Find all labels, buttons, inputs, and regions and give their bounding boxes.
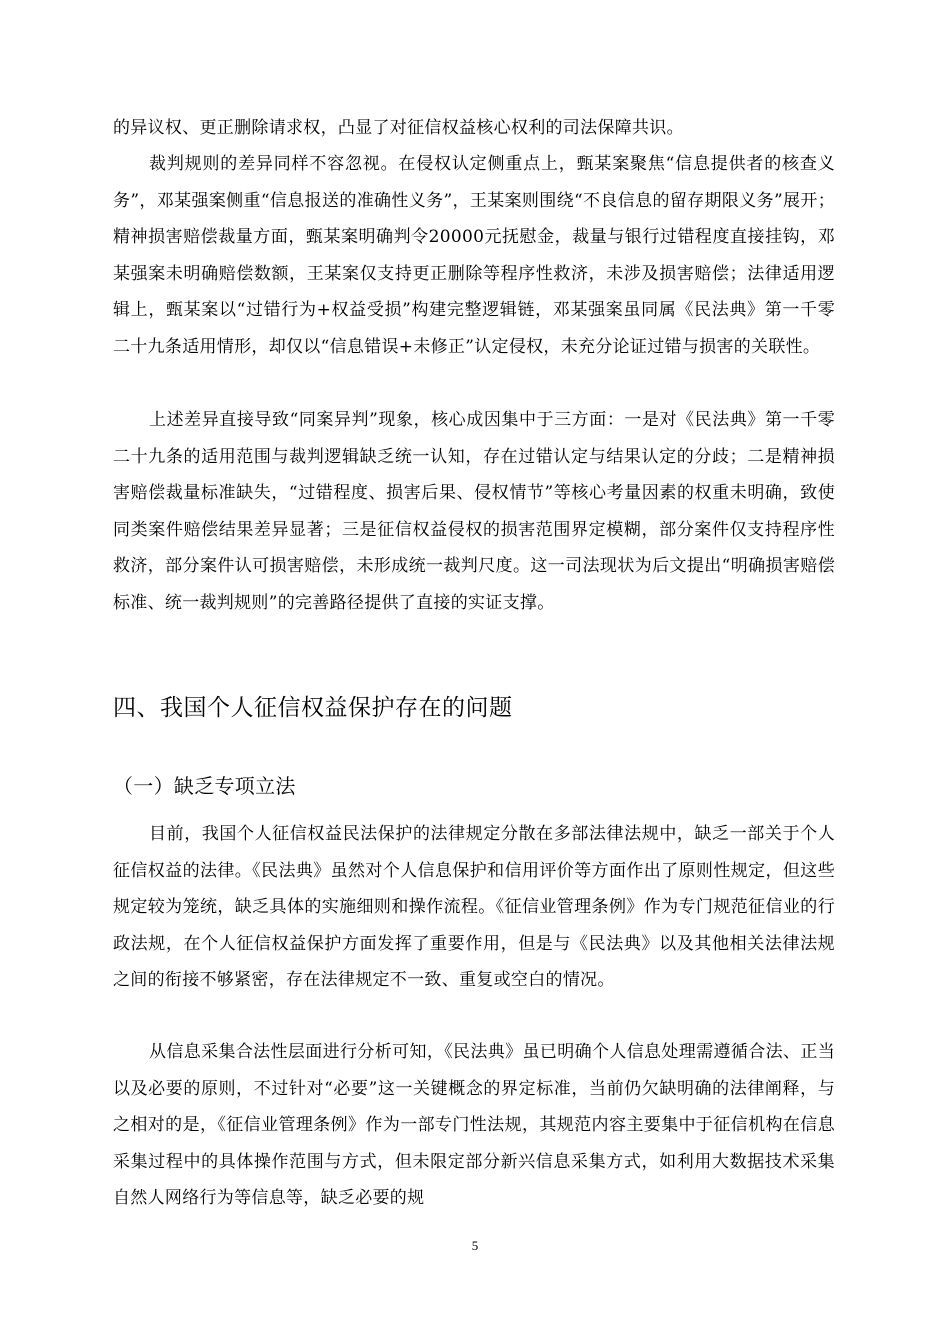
paragraph-different-judgments: 上述差异直接导致“同案异判”现象，核心成因集中于三方面：一是对《民法典》第一千零二十九条的适用范围与裁判逻辑缺乏统一认知，存在过错认定与结果认定的分歧；二是精神损害赔偿裁量标准缺失，“过错程度、损害后果、侵权情节”等核心考量因素的权重未明确，致使同类案件赔偿结果差异显著；三是征信权益侵权的损害范围界定模糊，部分案件仅支持程序性救济，部分案件认可损害赔偿，未形成统一裁判尺度。这一司法现状为后文提出“明确损害赔偿标准、统一裁判规则”的完善路径提供了直接的实证支撑。 [113,410,835,613]
paragraph-information-collection: 从信息采集合法性层面进行分析可知，《民法典》虽已明确个人信息处理需遵循合法、正当以及必要的原则，不过针对“必要”这一关键概念的界定标准，当前仍欠缺明确的法律阐释，与之相对的是，《征信业管理条例》作为一部专门性法规，其规范内容主要集中于征信机构在信息采集过程中的具体操作范围与方式，但未限定部分新兴信息采集方式，如利用大数据技术采集自然人网络行为等信息等，缺乏必要的规 [113,1042,835,1208]
subsection-heading: （一）缺乏专项立法 [113,774,296,798]
paragraph-continuation: 的异议权、更正删除请求权，凸显了对征信权益核心权利的司法保障共识。 [113,118,684,138]
page-number: 5 [471,1238,479,1253]
paragraph-legislation: 目前，我国个人征信权益民法保护的法律规定分散在多部法律法规中，缺乏一部关于个人征信权益的法律。《民法典》虽然对个人信息保护和信用评价等方面作出了原则性规定，但这些规定较为笼统，缺乏具体的实施细则和操作流程。《征信业管理条例》作为专门规范征信业的行政法规，在个人征信权益保护方面发挥了重要作用，但是与《民法典》以及其他相关法律法规之间的衔接不够紧密，存在法律规定不一致、重复或空白的情况。 [113,824,835,990]
section-heading: 四、我国个人征信权益保护存在的问题 [113,695,513,721]
paragraph-judgment-rules: 裁判规则的差异同样不容忽视。在侵权认定侧重点上，甄某案聚焦“信息提供者的核查义务”，邓某强案侧重“信息报送的准确性义务”，王某案则围绕“不良信息的留存期限义务”展开；精神损害赔偿裁量方面，甄某案明确判令20000元抚慰金，裁量与银行过错程度直接挂钩，邓某强案未明确赔偿数额，王某案仅支持更正删除等程序性救济，未涉及损害赔偿；法律适用逻辑上，甄某案以“过错行为+权益受损”构建完整逻辑链，邓某强案虽同属《民法典》第一千零二十九条适用情形，却仅以“信息错误+未修正”认定侵权，未充分论证过错与损害的关联性。 [113,154,835,357]
